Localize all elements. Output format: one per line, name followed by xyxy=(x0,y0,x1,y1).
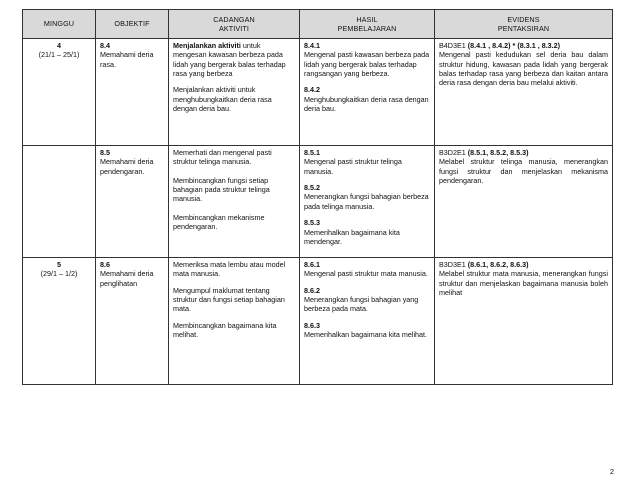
activity-item xyxy=(173,286,295,314)
evidence-code-line xyxy=(439,41,608,50)
outcome-text: Memerihalkan bagaimana kita mendengar. xyxy=(304,227,400,246)
page-number: 2 xyxy=(609,467,614,476)
outcome-code: 8.5.2 xyxy=(304,183,320,193)
objective-cell xyxy=(96,146,169,258)
outcome-text: Menerangkan fungsi bahagian yang berbeza pada mata. xyxy=(304,295,419,314)
week-number: 4 xyxy=(57,41,61,50)
outcome-text: Memerihalkan bagaimana kita melihat. xyxy=(304,330,428,340)
outcome-text: Mengenal pasti kawasan berbeza pada lidah yang bergerak balas terhadap rangsangan yang berbeza. xyxy=(304,50,430,79)
objective-code: 8.4 xyxy=(100,41,110,50)
activity-text: Mengumpul maklumat tentang struktur dan fungsi setiap bahagian mata. xyxy=(173,285,285,314)
activity-lead: Menjalankan aktiviti xyxy=(173,41,241,50)
evidence-cell xyxy=(435,39,613,146)
objective-cell xyxy=(96,39,169,146)
evidence-standards: (8.6.1, 8.6.2, 8.6.3) xyxy=(467,260,529,269)
evidence-code: B4D3E1 xyxy=(439,41,468,50)
header-objektif: OBJEKTIF xyxy=(96,10,169,39)
week-number: 5 xyxy=(57,260,61,269)
activity-item xyxy=(173,85,295,113)
activity-text: Memerhati dan mengenal pasti struktur telinga manusia. xyxy=(173,148,272,167)
activity-text: Membincangkan mekanisme pendengaran. xyxy=(173,212,265,232)
activity-item xyxy=(173,148,295,167)
objective-text: Memahami deria rasa. xyxy=(100,50,154,69)
activity-item xyxy=(173,260,295,279)
outcome-item xyxy=(304,321,430,340)
objective-text: Memahami deria penglihatan xyxy=(100,269,154,288)
outcome-code: 8.6.3 xyxy=(304,320,320,330)
evidence-standards: (8.5.1, 8.5.2, 8.5.3) xyxy=(467,148,529,157)
outcome-item xyxy=(304,148,430,176)
activity-text: untuk mengesan kawasan berbeza pada lidah yang bergerak balas terhadap rasa yang berbeza xyxy=(173,41,286,79)
outcome-text: Menerangkan fungsi bahagian berbeza pada telinga manusia. xyxy=(304,192,429,211)
outcome-cell xyxy=(300,39,435,146)
activity-item xyxy=(173,213,295,232)
week-range: (29/1 – 1/2) xyxy=(40,269,78,279)
evidence-standards: (8.4.1 , 8.4.2) * (8.3.1 , 8.3.2) xyxy=(467,41,561,50)
outcome-text: Menghubungkaitkan deria rasa dengan deria bau. xyxy=(304,94,429,114)
outcome-item xyxy=(304,41,430,78)
outcome-code: 8.4.2 xyxy=(304,85,320,95)
lesson-plan-table xyxy=(22,9,613,385)
outcome-item xyxy=(304,260,430,279)
evidence-code: B3D2E1 xyxy=(439,148,468,157)
evidence-text: Mengenal pasti kedudukan sel deria bau dalam struktur hidung, kawasan pada lidah yang bergerak balas terhadap rasa yang berbeza dan kaitan antara deria rasa dengan deria bau melalui aktiviti. xyxy=(439,50,608,88)
activity-item xyxy=(173,321,295,340)
outcome-item xyxy=(304,286,430,314)
outcome-text: Mengenal pasti struktur telinga manusia. xyxy=(304,157,402,176)
outcome-text: Mengenal pasti struktur mata manusia. xyxy=(304,269,428,279)
activity-text: Membincangkan fungsi setiap bahagian pada struktur telinga manusia. xyxy=(173,175,270,204)
outcome-item xyxy=(304,183,430,211)
objective-text: Memahami deria pendengaran. xyxy=(100,157,154,176)
evidence-code-line xyxy=(439,148,608,157)
objective-code: 8.6 xyxy=(100,260,110,269)
table-row xyxy=(23,258,613,385)
header-cadangan-aktiviti: CADANGAN AKTIVITI xyxy=(169,10,300,39)
week-cell xyxy=(23,146,96,258)
activity-text: Menjalankan aktiviti untuk menghubungkaitkan deria rasa dengan deria bau. xyxy=(173,85,272,114)
table-header-row xyxy=(23,10,613,39)
evidence-code-line xyxy=(439,260,608,269)
outcome-cell xyxy=(300,258,435,385)
evidence-cell xyxy=(435,258,613,385)
outcome-code: 8.5.3 xyxy=(304,218,320,228)
week-cell xyxy=(23,258,96,385)
outcome-cell xyxy=(300,146,435,258)
outcome-code: 8.4.1 xyxy=(304,41,320,50)
activity-text: Memeriksa mata lembu atau model mata manusia. xyxy=(173,260,286,279)
activity-item xyxy=(173,41,295,78)
week-range: (21/1 – 25/1) xyxy=(38,50,80,60)
evidence-text: Melabel struktur mata manusia, menerangkan fungsi struktur dan menjelaskan bagaimana manusia boleh melihat xyxy=(439,269,608,298)
table-row xyxy=(23,146,613,258)
outcome-code: 8.6.1 xyxy=(304,260,320,269)
activity-cell xyxy=(169,146,300,258)
evidence-text: Melabel struktur telinga manusia, menerangkan fungsi struktur dan menjelaskan mekanisma pendengaran. xyxy=(439,157,608,186)
activity-cell xyxy=(169,39,300,146)
header-evidens-pentaksiran: EVIDENS PENTAKSIRAN xyxy=(435,10,613,39)
activity-text: Membincangkan bagaimana kita melihat. xyxy=(173,320,277,340)
objective-cell xyxy=(96,258,169,385)
week-cell xyxy=(23,39,96,146)
objective-code: 8.5 xyxy=(100,148,110,157)
outcome-code: 8.5.1 xyxy=(304,148,320,157)
activity-cell xyxy=(169,258,300,385)
table-row xyxy=(23,39,613,146)
header-minggu: MINGGU xyxy=(23,10,96,39)
outcome-code: 8.6.2 xyxy=(304,285,320,295)
header-hasil-pembelajaran: HASIL PEMBELAJARAN xyxy=(300,10,435,39)
evidence-code: B3D3E1 xyxy=(439,260,468,269)
activity-item xyxy=(173,176,295,204)
outcome-item xyxy=(304,218,430,246)
evidence-cell xyxy=(435,146,613,258)
outcome-item xyxy=(304,85,430,113)
